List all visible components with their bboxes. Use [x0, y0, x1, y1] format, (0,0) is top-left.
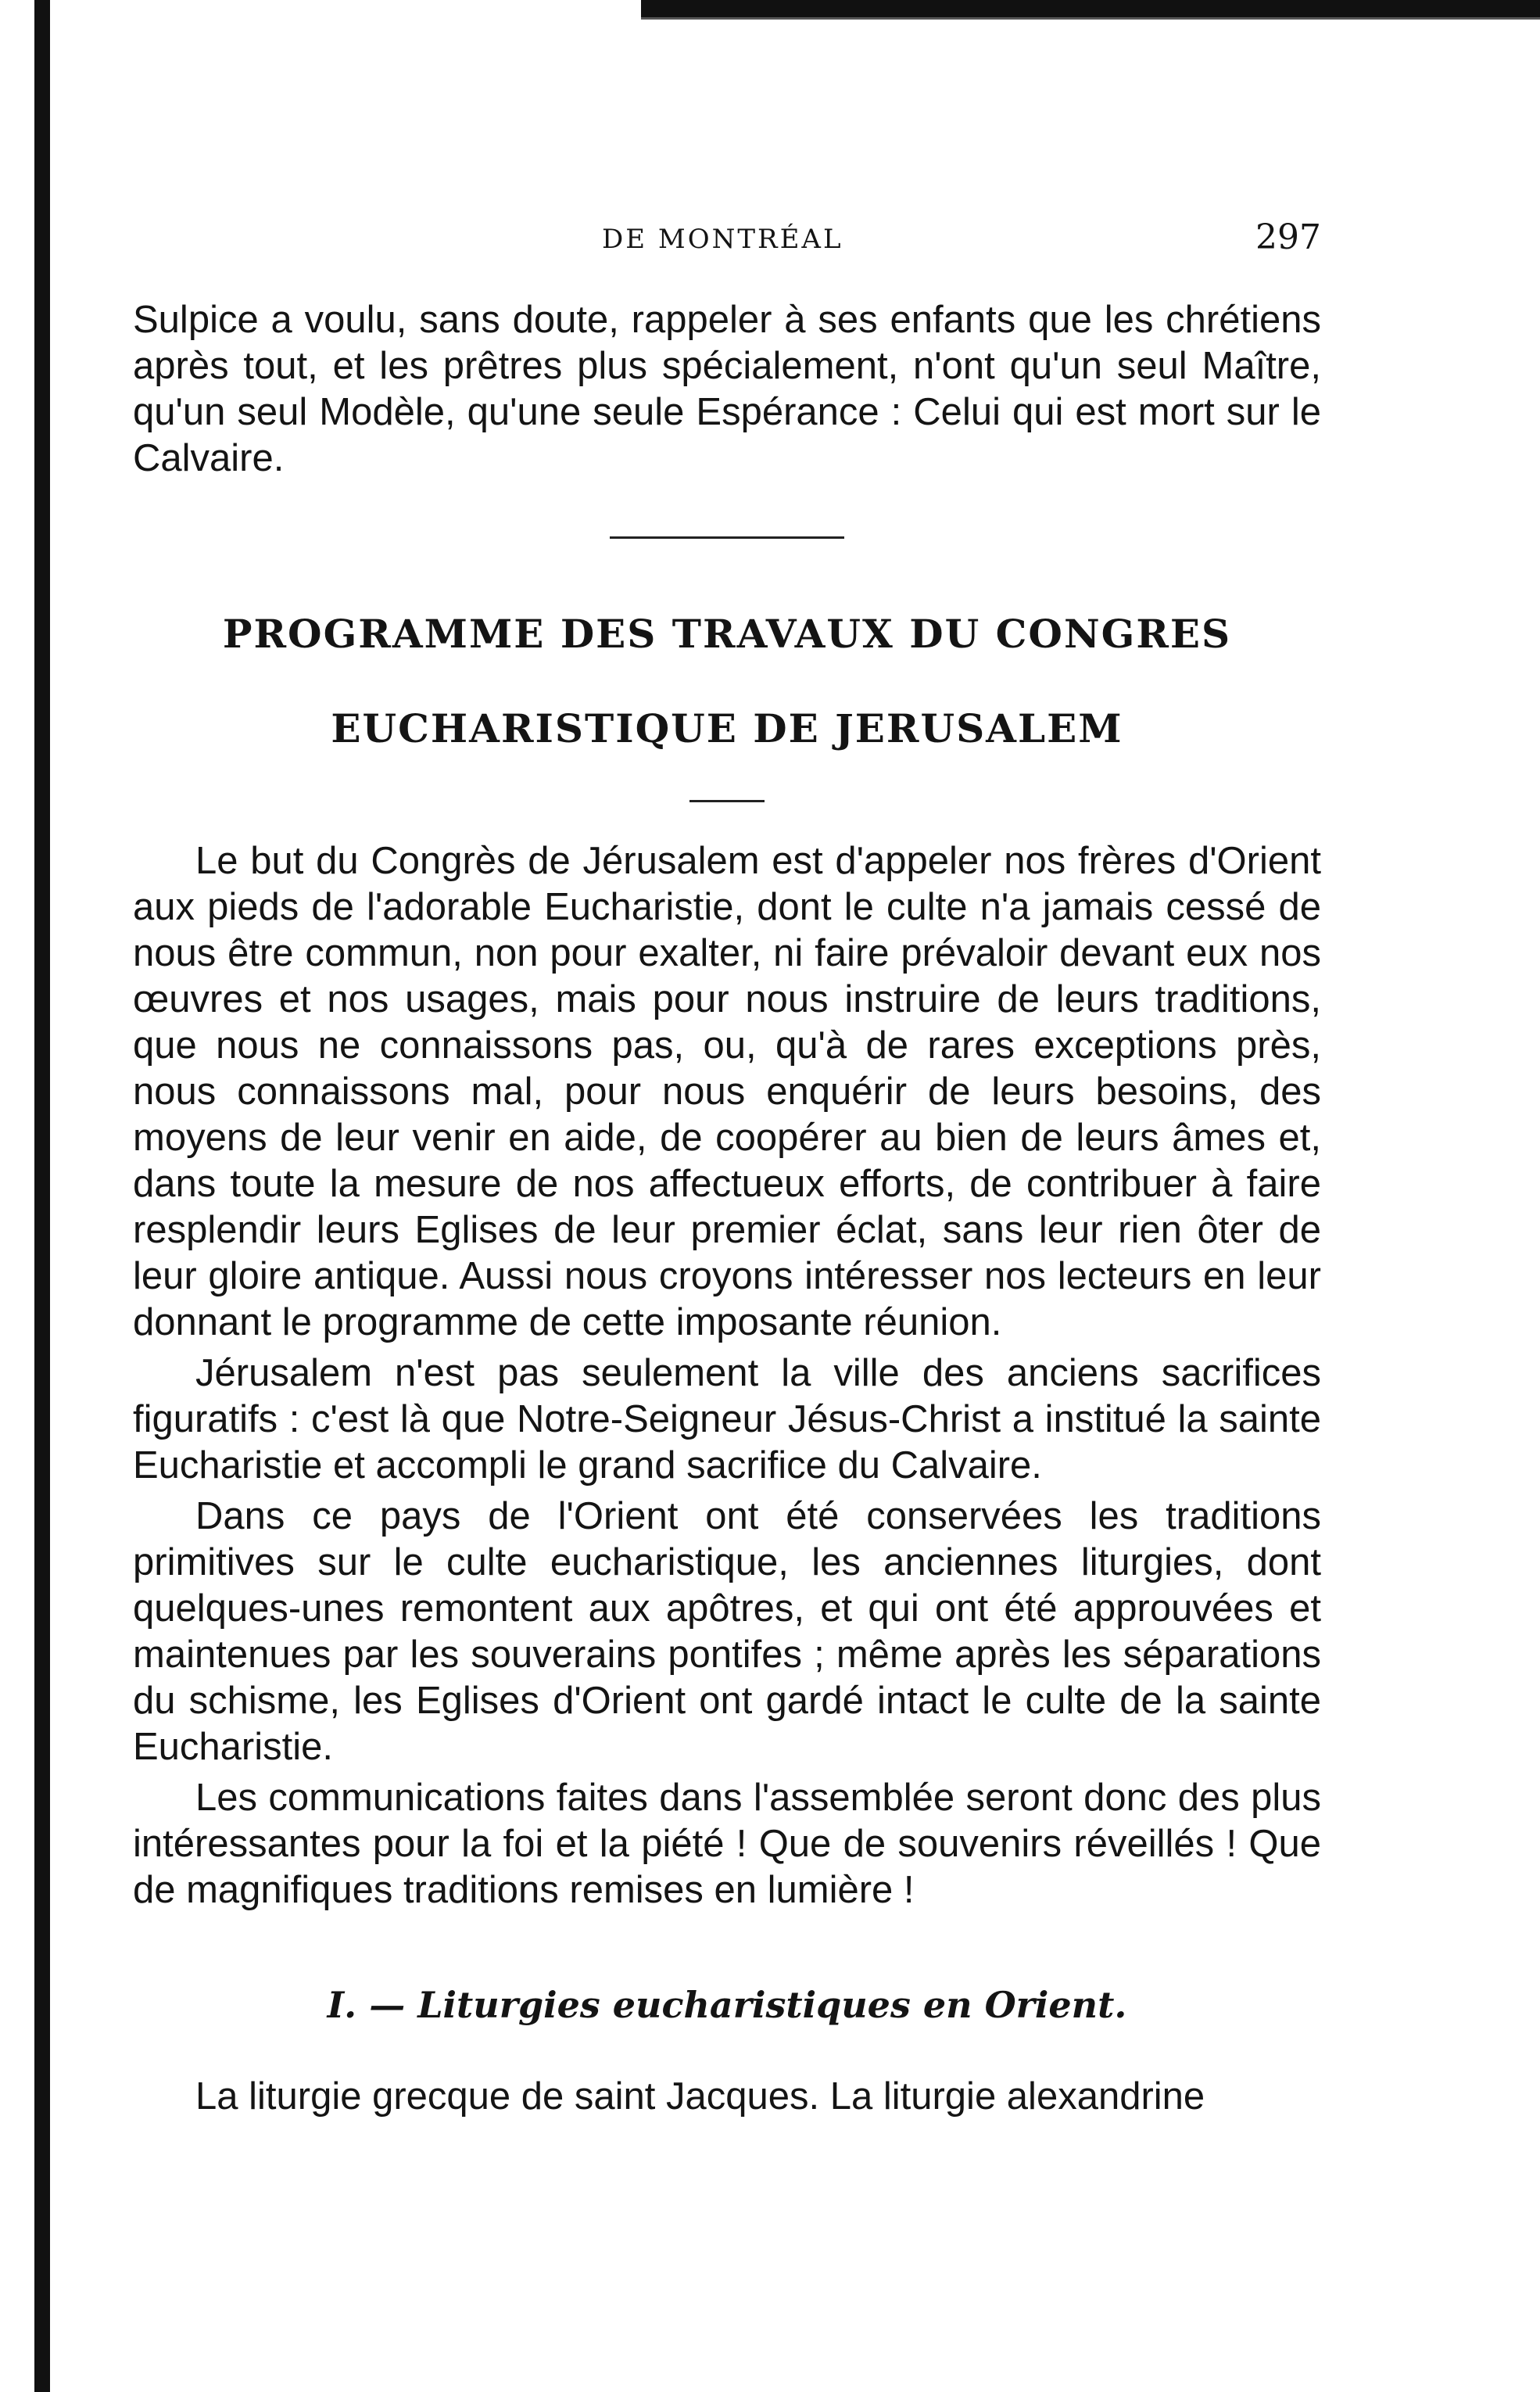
page-header — [133, 217, 1321, 264]
page-body — [133, 297, 1321, 2120]
subsection-heading: I. — Liturgies eucharistiques en Orient. — [327, 1984, 1127, 2026]
running-head: DE MONTRÉAL — [602, 224, 843, 255]
section-divider — [610, 536, 844, 539]
paragraph-orient: Dans ce pays de l'Orient ont été conservées les traditions primitives sur le culte eucharistique, les anciennes liturgies, dont quelques-unes remontent aux apôtres, et qui ont été approuvées et maintenues par les souverains pontifes ; même après les séparations du schisme, les Eglises d'Orient ont gardé intact le culte de la sainte Eucharistie. — [133, 1495, 1321, 1768]
scan-border-left — [34, 0, 50, 2392]
paragraph-jerusalem: Jérusalem n'est pas seulement la ville des anciens sacrifices figuratifs : c'est là que Notre-Seigneur Jésus-Christ a institué la sainte Eucharistie et accompli le grand sacrifice du Calvaire. — [133, 1352, 1321, 1486]
section-title-line-2: EUCHARISTIQUE DE JERUSALEM — [331, 705, 1123, 751]
paragraph-communications: Les communications faites dans l'assemblée seront donc des plus intéressantes pour la foi et la piété ! Que de souvenirs réveillés ! Que de magnifiques traditions remises en lumière ! — [133, 1777, 1321, 1911]
paragraph-liturgy: La liturgie grecque de saint Jacques. La liturgie alexandrine — [195, 2075, 1205, 2118]
section-title-line-1: PROGRAMME DES TRAVAUX DU CONGRES — [222, 611, 1232, 657]
paragraph-intro: Le but du Congrès de Jérusalem est d'appeler nos frères d'Orient aux pieds de l'adorable Eucharistie, dont le culte n'a jamais cessé de nous être commun, non pour exalter, ni faire prévaloir devant eux nos œuvres et nos usages, mais pour nous instruire de leurs traditions, que nous ne connaissons pas, ou, qu'à de rares exceptions près, nous connaissons mal, pour nous enquérir de leurs besoins, des moyens de leur venir en aide, de coopérer au bien de leurs âmes et, dans toute la mesure de nos affectueux efforts, de contribuer à faire resplendir leurs Eglises de leur premier éclat, sans leur rien ôter de leur gloire antique. Aussi nous croyons intéresser nos lecteurs en leur donnant le programme de cette imposante réunion. — [133, 840, 1321, 1343]
page-number: 297 — [1255, 217, 1321, 257]
title-divider — [689, 800, 765, 802]
scan-border-top — [641, 0, 1540, 17]
paragraph-continued: Sulpice a voulu, sans doute, rappeler à ses enfants que les chrétiens après tout, et les prêtres plus spécialement, n'ont qu'un seul Maître, qu'un seul Modèle, qu'une seule Espérance : Celui qui est mort sur le Calvaire. — [133, 299, 1321, 479]
scan-border-top-line — [641, 17, 1540, 20]
